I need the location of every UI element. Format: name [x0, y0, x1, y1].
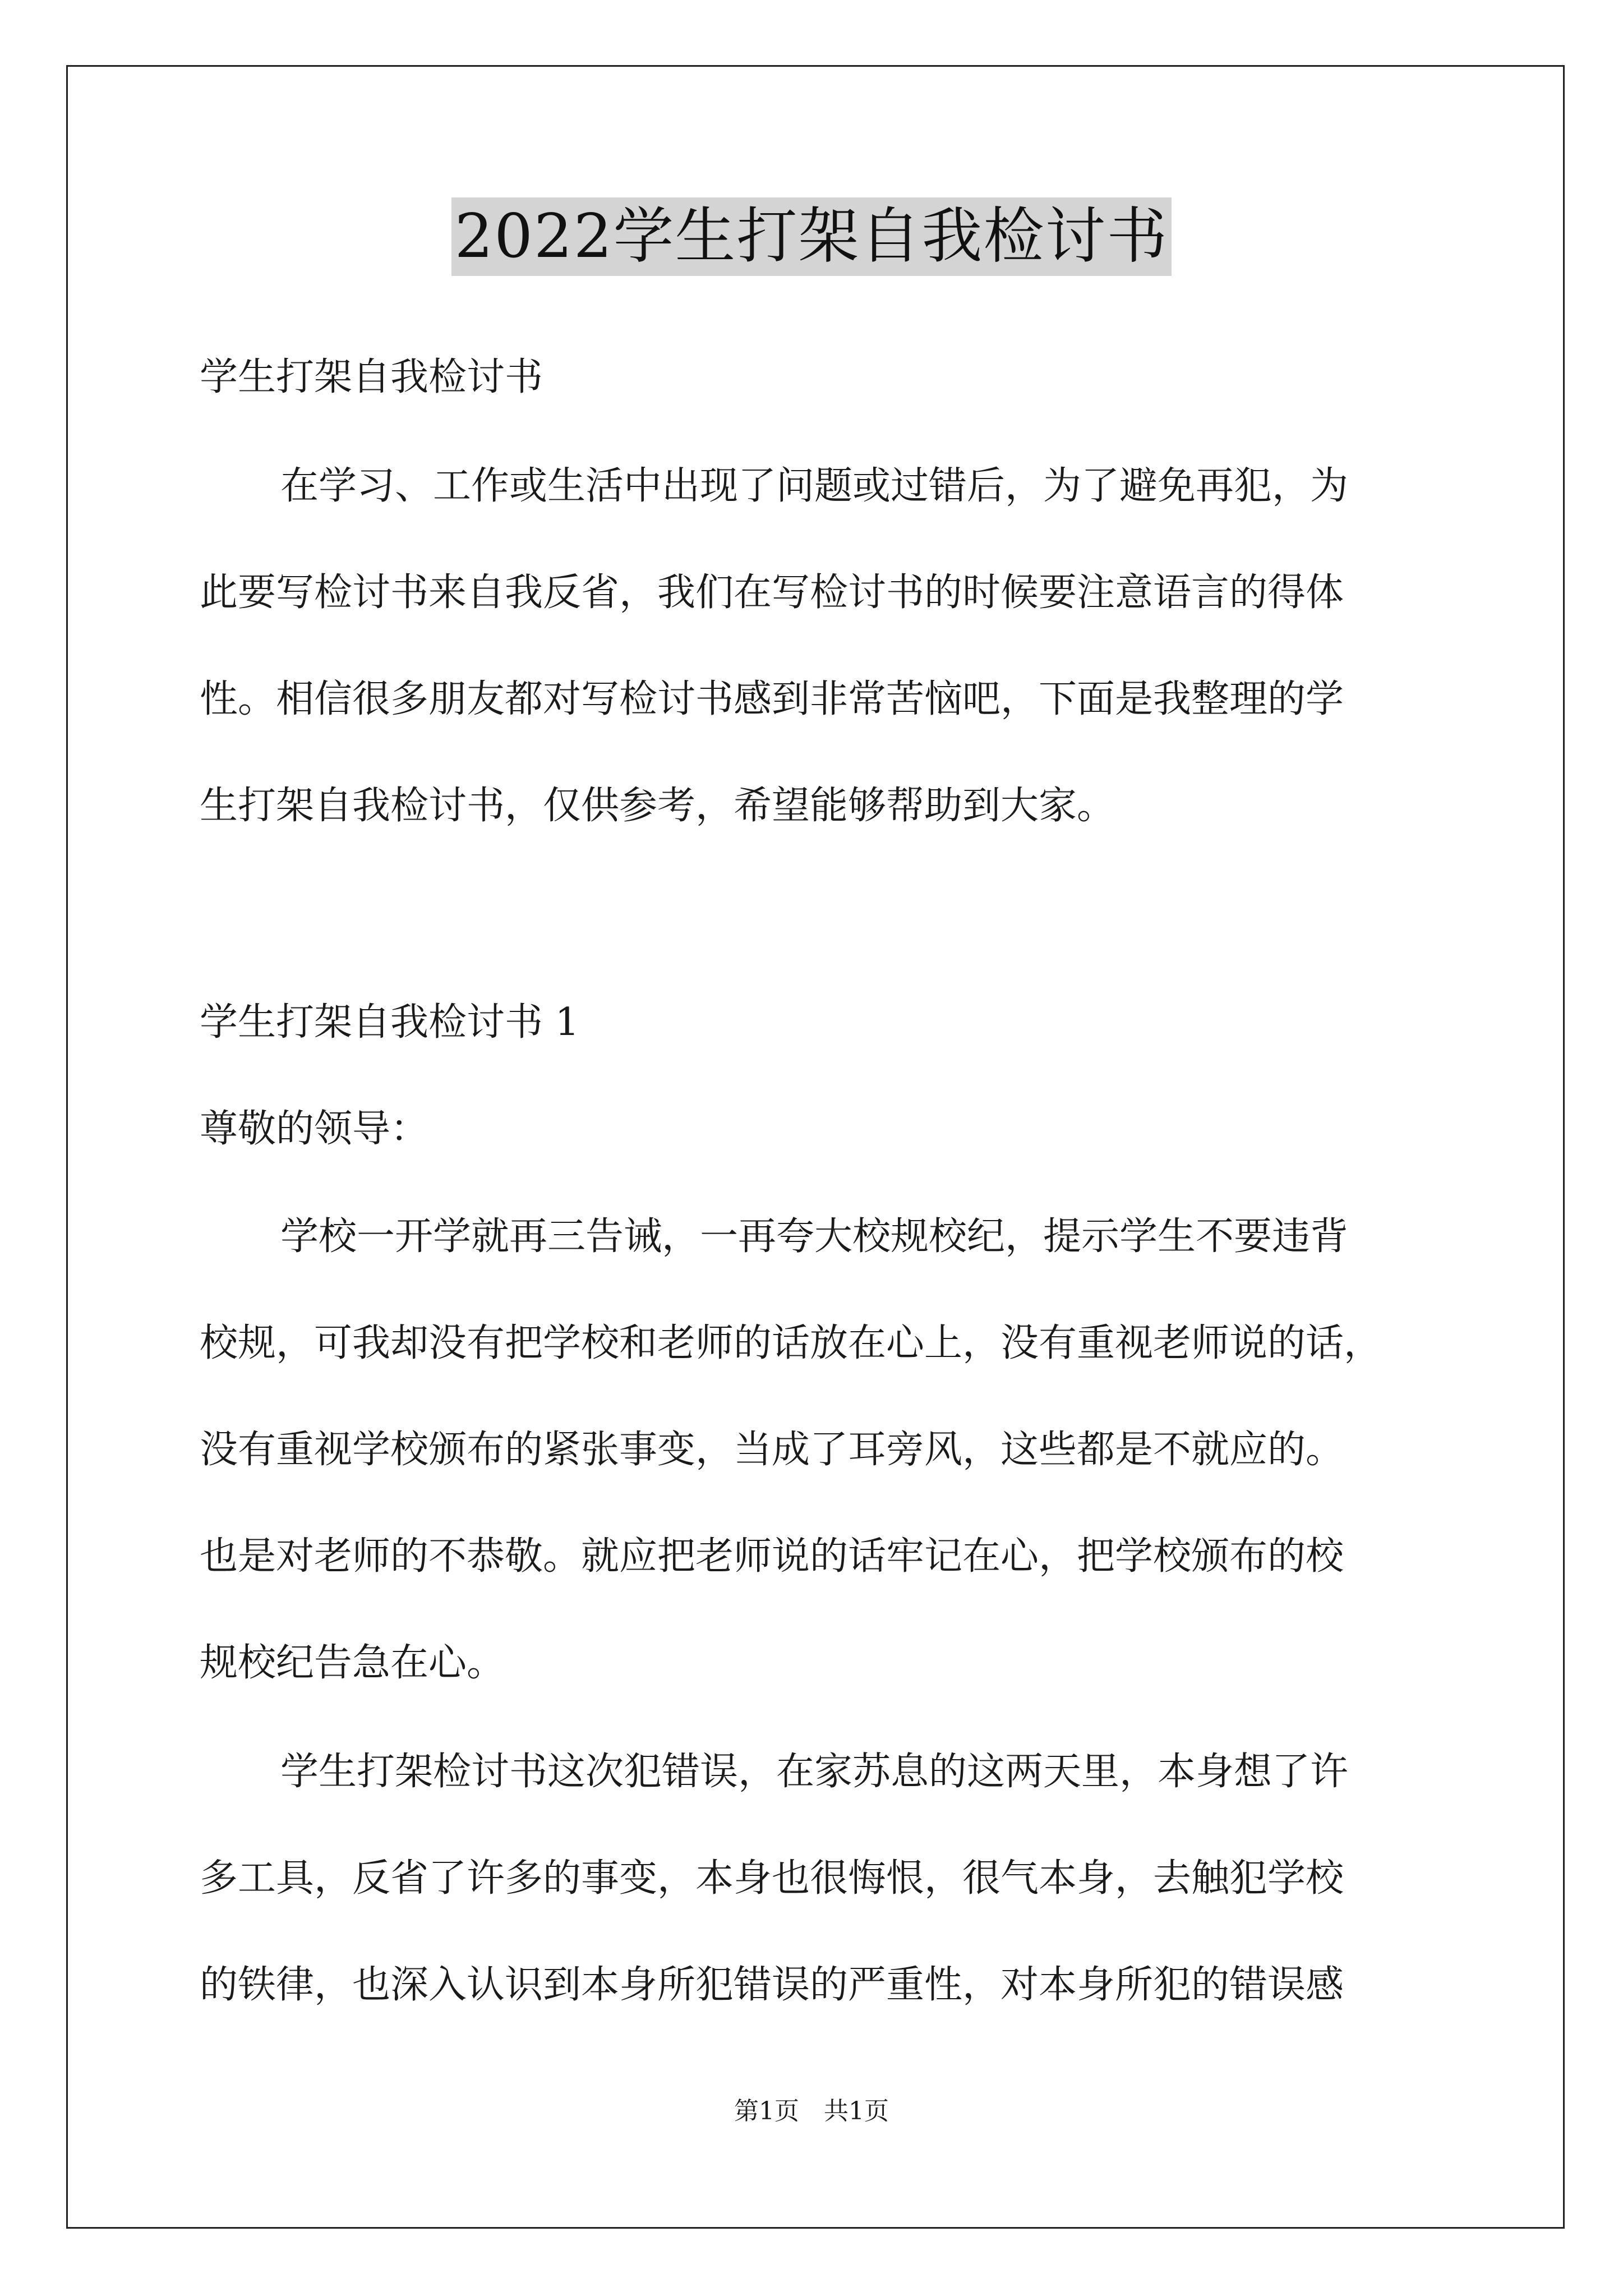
document-title: 2022学生打架自我检讨书: [451, 197, 1172, 276]
paragraph2-line-2: 多工具，反省了许多的事变，本身也很悔恨，很气本身，去触犯学校: [200, 1856, 1344, 1901]
intro-line-4: 生打架自我检讨书，仅供参考，希望能够帮助到大家。: [200, 784, 1115, 828]
salutation: 尊敬的领导：: [200, 1107, 429, 1151]
document-subtitle: 学生打架自我检讨书: [200, 355, 543, 399]
page-footer: 第1页 共1页: [734, 2097, 889, 2125]
paragraph1-line-3: 没有重视学校颁布的紧张事变，当成了耳旁风，这些都是不就应的。: [200, 1428, 1344, 1472]
paragraph1-line-1: 学校一开学就再三告诫，一再夸大校规校纪，提示学生不要违背: [280, 1214, 1349, 1259]
paragraph1-line-5: 规校纪告急在心。: [200, 1641, 505, 1685]
intro-line-1: 在学习、工作或生活中出现了问题或过错后，为了避免再犯，为: [280, 464, 1349, 508]
paragraph2-line-1: 学生打架检讨书这次犯错误，在家苏息的这两天里，本身想了许: [280, 1750, 1349, 1794]
intro-line-3: 性。相信很多朋友都对写检讨书感到非常苦恼吧，下面是我整理的学: [200, 677, 1344, 721]
paragraph1-line-4: 也是对老师的不恭敬。就应把老师说的话牢记在心，把学校颁布的校: [200, 1534, 1344, 1579]
paragraph2-line-3: 的铁律，也深入认识到本身所犯错误的严重性，对本身所犯的错误感: [200, 1963, 1344, 2007]
section-heading: 学生打架自我检讨书 1: [200, 1000, 579, 1045]
title-container: [0, 197, 1623, 276]
intro-line-2: 此要写检讨书来自我反省，我们在写检讨书的时候要注意语言的得体: [200, 570, 1344, 615]
paragraph1-line-2: 校规，可我却没有把学校和老师的话放在心上，没有重视老师说的话，: [200, 1321, 1382, 1365]
